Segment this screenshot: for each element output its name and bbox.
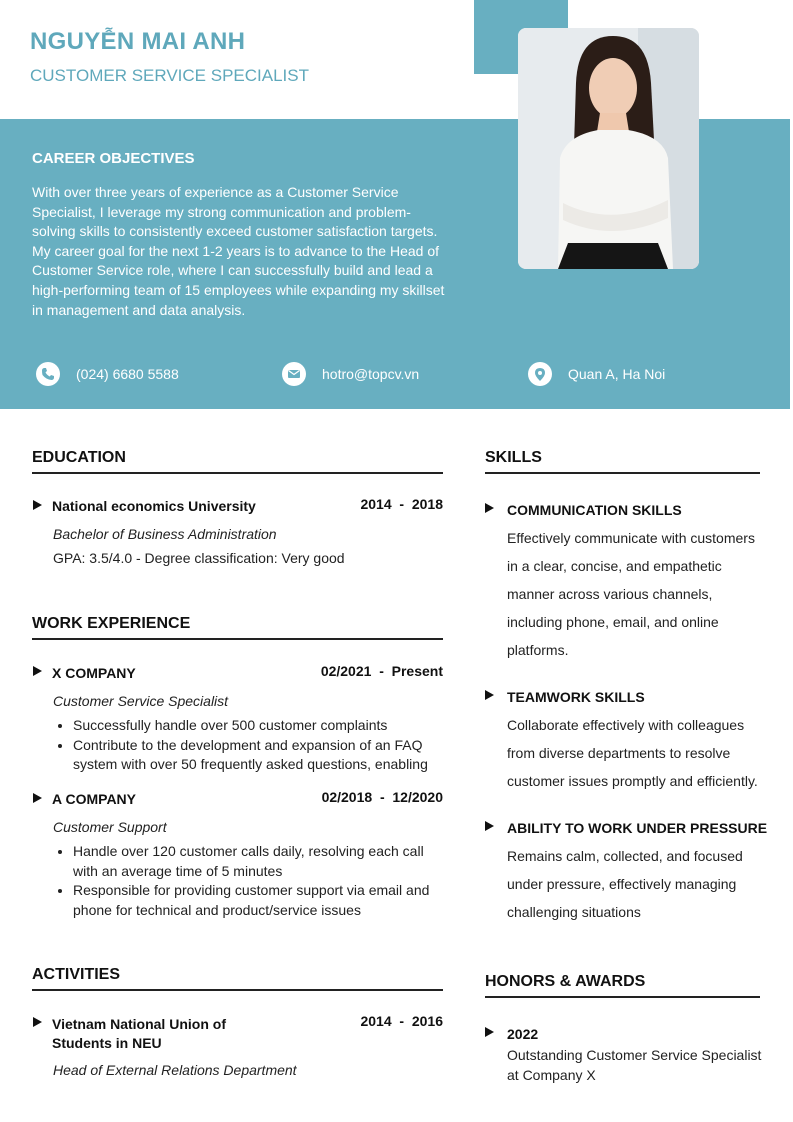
- skill-line: under pressure, effectively managing: [507, 876, 737, 892]
- skill-name: ABILITY TO WORK UNDER PRESSURE: [507, 820, 768, 836]
- job-date: 02/2018 - 12/2020: [321, 789, 443, 805]
- section-divider: [32, 989, 443, 991]
- bullet-triangle-icon: [33, 500, 42, 510]
- bullet-triangle-icon: [33, 793, 42, 803]
- phone-text: (024) 6680 5588: [76, 366, 179, 382]
- skill-line: Collaborate effectively with colleagues: [507, 717, 745, 733]
- job-bullet: • Successfully handle over 500 customer complaints: [73, 716, 433, 736]
- job-bullet: • Handle over 120 customer calls daily, resolving each call with an average time of 5 minutes: [73, 842, 433, 881]
- education-gpa: GPA: 3.5/4.0 - Degree classification: Very good: [53, 550, 345, 566]
- bullet-triangle-icon: [485, 1027, 494, 1037]
- section-title-activities: ACTIVITIES: [32, 966, 121, 983]
- award-line: Outstanding Customer Service Specialist: [507, 1047, 762, 1063]
- bullet-triangle-icon: [485, 503, 494, 513]
- objective-line: high-performing team of 15 employees while expanding my skillset: [32, 281, 445, 298]
- job-bullets: [53, 716, 433, 775]
- skill-line: challenging situations: [507, 904, 641, 920]
- skill-description: [507, 711, 777, 795]
- section-divider: [32, 638, 443, 640]
- job-date: 02/2021 - Present: [320, 663, 443, 679]
- skill-description: [507, 842, 767, 926]
- skill-line: including phone, email, and online: [507, 614, 719, 630]
- activity-organization-line: Students in NEU: [52, 1035, 162, 1051]
- job-company: X COMPANY: [52, 665, 136, 681]
- bullet-triangle-icon: [33, 666, 42, 676]
- section-title-skills: SKILLS: [485, 449, 542, 466]
- skill-name: TEAMWORK SKILLS: [507, 689, 645, 705]
- skill-line: from diverse departments to resolve: [507, 745, 731, 761]
- job-bullets: [53, 842, 433, 920]
- section-divider: [485, 996, 760, 998]
- skill-line: manner across various channels,: [507, 586, 713, 602]
- objective-line: My career goal for the next 1-2 years is to advance to the Head of: [32, 242, 439, 259]
- bullet-triangle-icon: [33, 1017, 42, 1027]
- profile-photo: [518, 28, 699, 269]
- career-objective-text: [32, 183, 452, 320]
- section-title-honors-awards: HONORS & AWARDS: [485, 973, 646, 990]
- section-divider: [485, 472, 760, 474]
- candidate-name: NGUYỄN MAI ANH: [30, 28, 246, 55]
- education-date: 2014 - 2018: [360, 496, 443, 512]
- email-icon: [282, 362, 306, 386]
- section-title-work-experience: WORK EXPERIENCE: [32, 615, 191, 632]
- activity-organization-line: Vietnam National Union of: [52, 1016, 226, 1032]
- bullet-triangle-icon: [485, 821, 494, 831]
- section-divider: [32, 472, 443, 474]
- job-position: Customer Service Specialist: [53, 693, 229, 709]
- activity-role: Head of External Relations Department: [53, 1062, 297, 1078]
- objective-line: With over three years of experience as a Customer Service: [32, 184, 399, 200]
- contact-address: [528, 362, 665, 386]
- award-description: [507, 1045, 777, 1085]
- job-bullet: • Responsible for providing customer support via email and phone for technical and product/service issues: [73, 881, 433, 920]
- objective-line: in management and data analysis.: [32, 301, 246, 318]
- skill-line: in a clear, concise, and empathetic: [507, 558, 722, 574]
- bullet-triangle-icon: [485, 690, 494, 700]
- email-text: hotro@topcv.vn: [322, 366, 420, 382]
- skill-line: customer issues promptly and efficiently.: [507, 773, 758, 789]
- contact-email: [282, 362, 419, 386]
- skill-description: [507, 524, 767, 664]
- job-company: A COMPANY: [52, 791, 136, 807]
- job-bullet: • Contribute to the development and expansion of an FAQ system with over 50 frequently asked questions, enabling: [73, 736, 433, 775]
- address-text: Quan A, Ha Noi: [568, 366, 666, 382]
- candidate-role: CUSTOMER SERVICE SPECIALIST: [30, 66, 309, 85]
- activity-organization: [52, 1015, 226, 1053]
- award-year: 2022: [507, 1026, 539, 1042]
- section-title-career-objectives: CAREER OBJECTIVES: [32, 150, 195, 167]
- skill-line: platforms.: [507, 642, 569, 658]
- objective-line: Customer Service role, where I can successfully build and lead a: [32, 262, 433, 279]
- skill-line: Remains calm, collected, and focused: [507, 848, 743, 864]
- profile-photo-illustration: [518, 28, 699, 269]
- objective-line: solving skills to consistently exceed customer satisfaction targets.: [32, 223, 438, 240]
- job-position: Customer Support: [53, 819, 167, 835]
- education-degree: Bachelor of Business Administration: [53, 526, 277, 542]
- objective-line: Specialist, I leverage my strong communication and problem-: [32, 203, 411, 220]
- skill-name: COMMUNICATION SKILLS: [507, 502, 682, 518]
- contact-phone: [36, 362, 179, 386]
- location-pin-icon: [528, 362, 552, 386]
- award-line: at Company X: [507, 1067, 596, 1083]
- activity-date: 2014 - 2016: [360, 1013, 443, 1029]
- education-school: National economics University: [52, 498, 256, 514]
- section-title-education: EDUCATION: [32, 449, 126, 466]
- phone-icon: [36, 362, 60, 386]
- skill-line: Effectively communicate with customers: [507, 530, 755, 546]
